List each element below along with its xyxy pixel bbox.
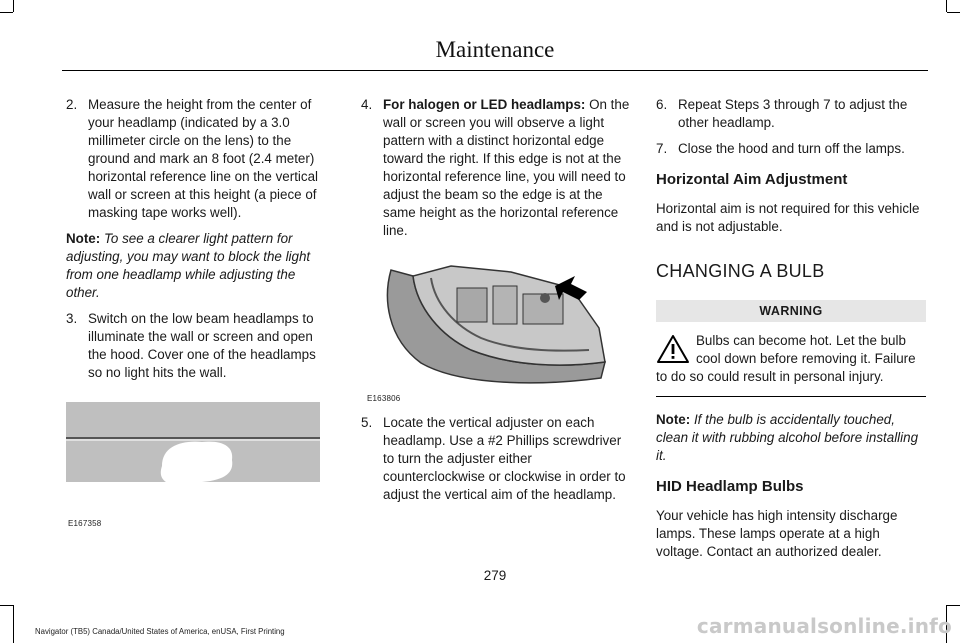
step-number: 7. (656, 141, 668, 156)
wall-pattern-illustration (62, 400, 328, 528)
note-text: If the bulb is accidentally touched, clean it with rubbing alcohol before installing it. (656, 412, 919, 463)
horizontal-aim-text: Horizontal aim is not required for this vehicle and is not adjustable. (656, 201, 920, 234)
step-number: 3. (66, 311, 78, 326)
headlamp-illustration (361, 258, 631, 403)
crop-mark (13, 0, 14, 12)
note-text: To see a clearer light pattern for adjusting, you may want to block the light from one headlamp while adjusting the other. (66, 231, 311, 300)
note (656, 411, 926, 465)
crop-mark (947, 12, 960, 13)
figure-headlamp (361, 258, 631, 403)
step-text: Measure the height from the center of your headlamp (indicated by a 3.0 millimeter circle on the lens) to the ground and mark an 8 foot (2.4 meter) horizontal reference line on the vertical wall or screen at this height (a piece of masking tape works well). (88, 97, 319, 220)
crop-mark (947, 605, 960, 606)
note (66, 230, 332, 302)
column-2-lower (361, 414, 631, 512)
crop-mark (0, 12, 13, 13)
step-bold-text: For halogen or LED headlamps: (383, 97, 586, 112)
step-6 (656, 96, 926, 132)
crop-mark (0, 605, 13, 606)
note-label: Note: (656, 412, 691, 427)
watermark: carmanualsonline.info (696, 614, 952, 638)
column-2 (361, 96, 631, 248)
column-1 (66, 96, 332, 390)
step-number: 2. (66, 97, 78, 112)
step-3 (66, 310, 332, 382)
figure-code: E163806 (367, 394, 401, 403)
step-7 (656, 140, 926, 158)
warning-text: Bulbs can become hot. Let the bulb cool down before removing it. Failure to do so could result in personal injury. (656, 333, 916, 384)
step-text (383, 96, 631, 240)
page-title: Maintenance (435, 37, 555, 62)
note-label: Note: (66, 231, 101, 246)
warning-triangle-icon (656, 334, 690, 364)
printing-info: Navigator (TB5) Canada/United States of America, enUSA, First Printing (35, 627, 285, 636)
warning-rule (656, 396, 926, 397)
step-body-text: On the wall or screen you will observe a light pattern with a distinct horizontal edge toward the right. If this edge is not at the horizontal reference line, you will need to adjust the beam so the edge is at the same height as the horizontal reference line. (383, 97, 630, 238)
warning-body (656, 332, 926, 392)
step-text: Switch on the low beam headlamps to illuminate the wall or screen and open the hood. Cover one of the headlamps so no light hits the wall. (88, 311, 316, 380)
hid-text: Your vehicle has high intensity discharge lamps. These lamps operate at a high voltage. Contact an authorized dealer. (656, 508, 898, 559)
step-2 (66, 96, 332, 222)
step-number: 6. (656, 97, 668, 112)
crop-mark (13, 605, 14, 643)
warning-header: WARNING (656, 300, 926, 322)
step-5 (361, 414, 631, 504)
figure-code: E167358 (68, 519, 102, 528)
step-4 (361, 96, 631, 240)
horizontal-aim-heading: Horizontal Aim Adjustment (656, 171, 848, 188)
figure-wall-pattern (62, 400, 328, 528)
step-text: Locate the vertical adjuster on each headlamp. Use a #2 Phillips screwdriver to turn the adjuster either counterclockwise or clockwise in order to adjust the vertical aim of the headlamp. (383, 415, 626, 502)
header-rule (62, 70, 928, 71)
step-number: 5. (361, 415, 373, 430)
column-3 (656, 96, 926, 569)
crop-mark (946, 0, 947, 12)
step-text: Repeat Steps 3 through 7 to adjust the other headlamp. (678, 97, 908, 130)
step-number: 4. (361, 97, 373, 112)
changing-bulb-heading: CHANGING A BULB (656, 261, 825, 281)
page-number: 279 (483, 568, 507, 583)
step-text: Close the hood and turn off the lamps. (678, 141, 905, 156)
hid-heading: HID Headlamp Bulbs (656, 478, 804, 495)
